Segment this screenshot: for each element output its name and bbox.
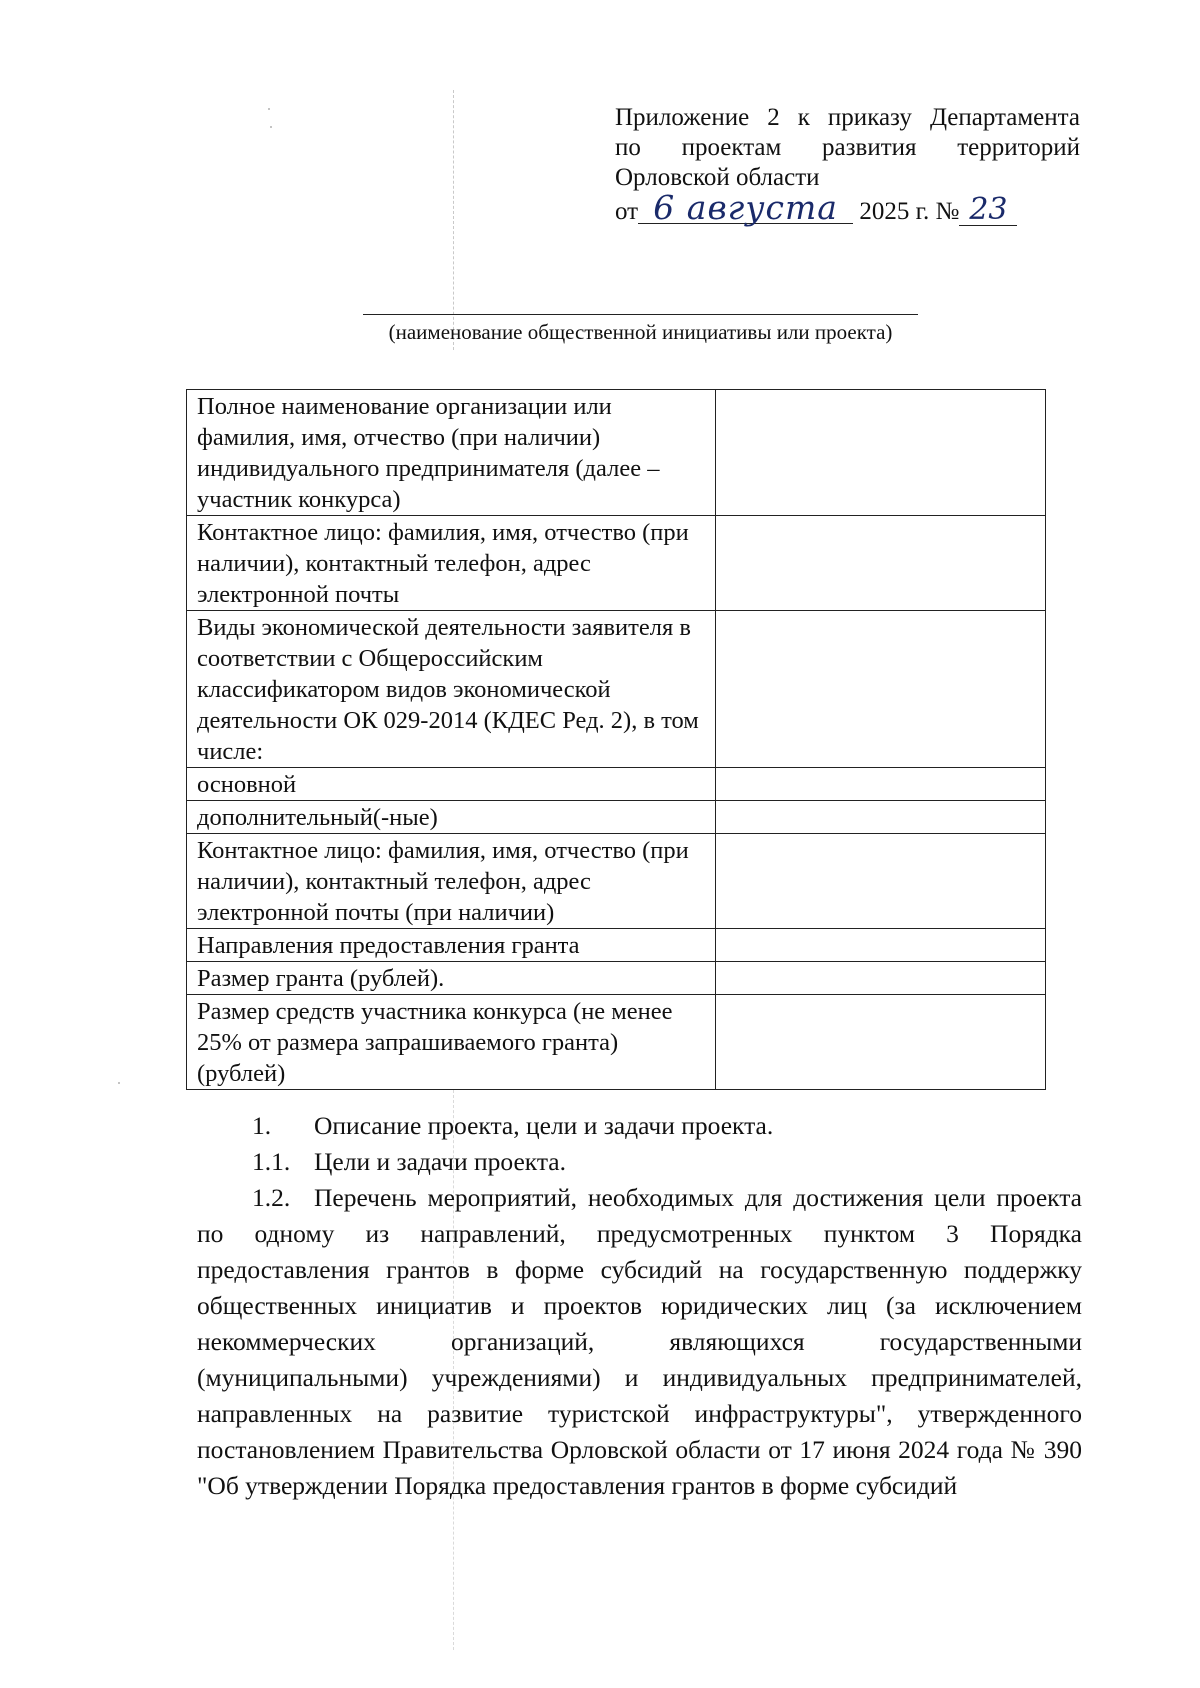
section-text: Цели и задачи проекта. bbox=[314, 1147, 566, 1176]
date-prefix: от bbox=[615, 198, 639, 225]
row-label: Контактное лицо: фамилия, имя, отчество (при наличии), контактный телефон, адрес электронной почты (при наличии) bbox=[187, 834, 716, 929]
section-text: Перечень мероприятий, необходимых для достижения цели проекта по одному из направлений, предусмотренных пунктом 3 Порядка предоставления грантов в форме субсидий на государственную поддержку общественных инициатив и проектов юридических лиц (за исключением некоммерческих организаций, являющихся государственными (муниципальными) учреждениями) и индивидуальных предпринимателей, направленных на развитие туристской инфраструктуры", утвержденного постановлением Правительства Орловской области от 17 июня 2024 года № 390 "Об утверждении Порядка предоставления грантов в форме субсидий bbox=[197, 1183, 1082, 1500]
application-form-table bbox=[186, 389, 1046, 1090]
row-value-cell bbox=[716, 390, 1046, 516]
row-value-cell bbox=[716, 962, 1046, 995]
section-item bbox=[197, 1144, 1082, 1180]
section-number: 1.2. bbox=[252, 1183, 291, 1212]
year-number-label: 2025 г. № bbox=[859, 198, 960, 225]
scan-speck bbox=[270, 126, 272, 128]
row-label: Направления предоставления гранта bbox=[187, 929, 716, 962]
section-paragraph bbox=[197, 1180, 1082, 1504]
row-label: Виды экономической деятельности заявителя в соответствии с Общероссийским классификатором видов экономической деятельности ОК 029-2014 (КДЕС Ред. 2), в том числе: bbox=[187, 611, 716, 768]
row-value-cell bbox=[716, 929, 1046, 962]
scan-fold-mark bbox=[453, 90, 454, 350]
table-row bbox=[187, 834, 1046, 929]
row-label: Контактное лицо: фамилия, имя, отчество (при наличии), контактный телефон, адрес электронной почты bbox=[187, 516, 716, 611]
table-row bbox=[187, 962, 1046, 995]
appendix-note bbox=[615, 103, 1080, 227]
appendix-line: Приложение 2 к приказу Департамента bbox=[615, 104, 1080, 131]
order-date-line bbox=[615, 188, 1080, 227]
row-label: Размер средств участника конкурса (не менее 25% от размера запрашиваемого гранта) (рублей) bbox=[187, 995, 716, 1090]
handwritten-date: 6 августа bbox=[638, 193, 853, 224]
table-row bbox=[187, 390, 1046, 516]
scan-speck bbox=[118, 1082, 120, 1084]
appendix-line: Орловской области bbox=[615, 164, 820, 191]
section-item bbox=[197, 1108, 1082, 1144]
section-number: 1.1. bbox=[252, 1147, 291, 1176]
row-label: Полное наименование организации или фамилия, имя, отчество (при наличии) индивидуального предпринимателя (далее – участник конкурса) bbox=[187, 390, 716, 516]
scan-speck bbox=[268, 108, 270, 110]
section-text: Описание проекта, цели и задачи проекта. bbox=[314, 1111, 774, 1140]
row-value-cell bbox=[716, 516, 1046, 611]
initiative-name-caption: (наименование общественной инициативы или проекта) bbox=[388, 320, 893, 344]
section-number: 1. bbox=[252, 1111, 272, 1140]
initiative-name-blank bbox=[363, 314, 918, 315]
row-value-cell bbox=[716, 995, 1046, 1090]
row-value-cell bbox=[716, 834, 1046, 929]
table-row bbox=[187, 995, 1046, 1090]
table-row bbox=[187, 516, 1046, 611]
document-body bbox=[197, 1108, 1082, 1504]
table-row bbox=[187, 801, 1046, 834]
row-value-cell bbox=[716, 768, 1046, 801]
row-label: основной bbox=[187, 768, 716, 801]
appendix-line: по проектам развития территорий bbox=[615, 134, 1080, 161]
table-row bbox=[187, 611, 1046, 768]
row-label: Размер гранта (рублей). bbox=[187, 962, 716, 995]
row-label: дополнительный(-ные) bbox=[187, 801, 716, 834]
handwritten-order-number: 23 bbox=[959, 195, 1017, 226]
row-value-cell bbox=[716, 801, 1046, 834]
table-row bbox=[187, 929, 1046, 962]
row-value-cell bbox=[716, 611, 1046, 768]
table-row bbox=[187, 768, 1046, 801]
